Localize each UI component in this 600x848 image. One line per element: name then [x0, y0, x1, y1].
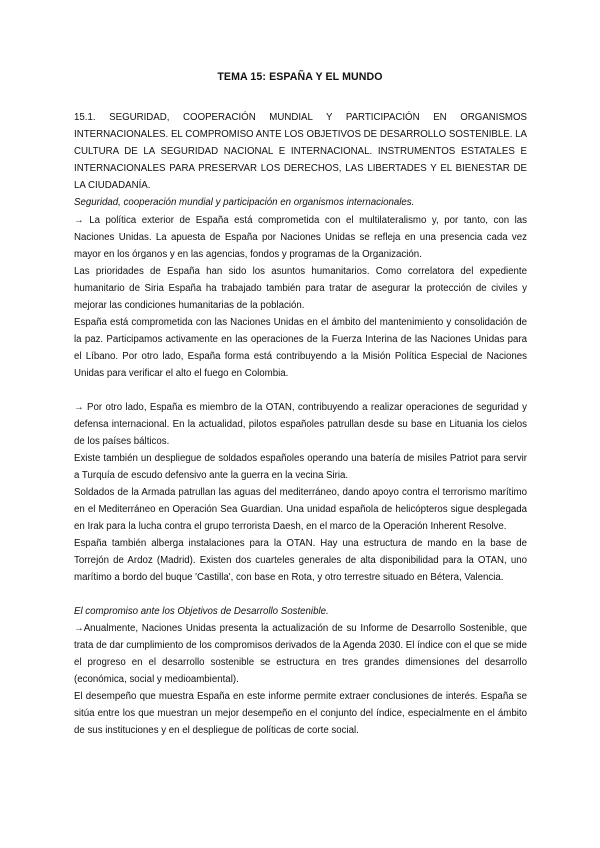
paragraph-politica-exterior: → La política exterior de España está comprometida con el multilateralismo y, por tanto, con las Naciones Unidas. La apuesta de España por Naciones Unidas se refleja en una presencia cada vez mayor en los órganos y en las agencias, fondos y programas de la Organización.	[74, 214, 527, 260]
paragraph-armada: Soldados de la Armada patrullan las aguas del mediterráneo, dando apoyo contra el terrorismo marítimo en el Mediterráneo en Operación Sea Guardian. Una unidad española de helicópteros sigue desplegada en Irak para la lucha contra el grupo terrorista Daesh, en el marco de la Operación Inherent Resolve.	[74, 486, 527, 533]
spacer	[74, 587, 527, 603]
paragraph-informe: →Anualmente, Naciones Unidas presenta la actualización de su Informe de Desarrollo Sostenible, que trata de dar cumplimiento de los compromisos derivados de la Agenda 2030. El índice con el que se mide el progreso en el desarrollo sostenible se estructura en tres grandes dimensiones del desarrollo (económica, social y medioambiental).	[74, 622, 527, 685]
paragraph-prioridades: Las prioridades de España han sido los asuntos humanitarios. Como correlatora del expediente humanitario de Siria España ha trabajado también para tratar de asegurar la protección de civiles y mejorar las condiciones humanitarias de la población.	[74, 265, 527, 312]
page-title: TEMA 15: ESPAÑA Y EL MUNDO	[217, 71, 383, 83]
section-heading: 15.1. SEGURIDAD, COOPERACIÓN MUNDIAL Y PARTICIPACIÓN EN ORGANISMOS INTERNACIONALES. EL COMPROMISO ANTE LOS OBJETIVOS DE DESARROLLO SOSTENIBLE. LA CULTURA DE LA SEGURIDAD NACIONAL E INTERNACIONAL. INSTRUMENTOS ESTATALES E INTERNACIONALES PARA PRESERVAR LOS DERECHOS, LAS LIBERTADES Y EL BIENESTAR DE LA CIUDADANÍA.	[74, 112, 527, 192]
paragraph-patriot: Existe también un despliegue de soldados españoles operando una batería de misiles Patriot para servir a Turquía de escudo defensivo ante la guerra en la vecina Siria.	[74, 452, 527, 481]
paragraph-otan: → Por otro lado, España es miembro de la OTAN, contribuyendo a realizar operaciones de seguridad y defensa internacional. En la actualidad, pilotos españoles patrullan desde su base en Lituania los cielos de los países bálticos.	[74, 401, 527, 447]
spacer	[74, 383, 527, 399]
subheading-ods: El compromiso ante los Objetivos de Desarrollo Sostenible.	[74, 605, 329, 617]
paragraph-desempeno: El desempeño que muestra España en este informe permite extraer conclusiones de interés. España se sitúa entre los que muestran un mejor desempeño en el conjunto del índice, especialmente en el ámbito de sus instituciones y en el despliegue de políticas de corte social.	[74, 691, 527, 737]
paragraph-mantenimiento-paz: España está comprometida con las Naciones Unidas en el ámbito del mantenimiento y consolidación de la paz. Participamos activamente en las operaciones de la Fuerza Interina de las Naciones Unidas para el Líbano. Por otro lado, España forma está contribuyendo a la Misión Política Especial de Naciones Unidas para verificar el alto el fuego en Colombia.	[74, 317, 527, 380]
document-body	[74, 109, 527, 739]
subheading-seguridad: Seguridad, cooperación mundial y participación en organismos internacionales.	[74, 197, 415, 209]
paragraph-instalaciones: España también alberga instalaciones para la OTAN. Hay una estructura de mando en la base de Torrejón de Ardoz (Madrid). Existen dos cuarteles generales de alta disponibilidad para la OTAN, uno marítimo a bordo del buque 'Castilla', con base en Rota, y otro terrestre situado en Bétera, Valencia.	[74, 538, 527, 584]
